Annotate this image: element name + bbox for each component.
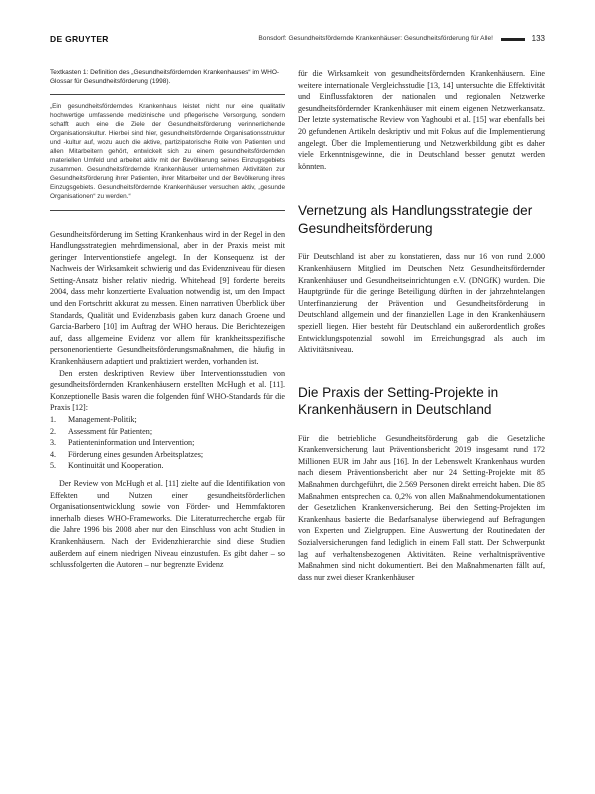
paragraph: für die Wirksamkeit von gesundheitsfördernden Krankenhäusern. Eine weitere internationale Vergleichsstudie [13, 14] untersuchte die Effektivität und Einflussfaktoren der nationalen und regionalen Netzwerke gesundheitsfördernder Krankenhäuser mit einem eigenen Netzwerkansatz. Der letzte systematische Review von Yaghoubi et al. [15] war ebenfalls bei 20 gefundenen Artikeln deskriptiv und mit Fokus auf die Implementierung angelegt. Über die Implementierung und Netzwerkbildung gibt es daher viele Erkenntnisgewinne, die in Deutschland besser genutzt werden könnten.: [298, 69, 545, 171]
textbox-caption: Textkasten 1: Definition des „Gesundheitsfördernden Krankenhauses“ im WHO-Glossar für Gesundheitsförderung (1998).: [50, 69, 280, 85]
list-item: 1. Management-Politik;: [50, 415, 137, 425]
list-item: 4. Förderung eines gesunden Arbeitsplatzes;: [50, 449, 204, 459]
definition-textbox: [50, 94, 285, 211]
paragraph: Für Deutschland ist aber zu konstatieren, dass nur 16 von rund 2.000 Krankenhäusern Mitglied im Deutschen Netz Gesundheitsfördernder Krankenhäuser und Gesundheitseinrichtungen e.V. (DNGfK) wurden. Die Hauptgründe für die geringe Beteiligung dürften in der jahrzehntelangen Unterfinanzierung der Prävention und Gesundheitsförderung in Deutschland allgemein und der finanziellen Lage in den Krankenhäusern speziell liegen. Hier besteht für Deutschland ein außerordentlich großes Entwicklungspotenzial sowohl im Erreichungsgrad als auch im Aktivitätsniveau.: [298, 252, 545, 355]
list-item: 5. Kontinuität und Kooperation.: [50, 461, 164, 471]
right-column: [298, 68, 545, 583]
publisher-logo: DE GRUYTER: [50, 34, 109, 44]
section-heading: Vernetzung als Handlungsstrategie der Gesundheitsförderung: [298, 203, 533, 236]
who-standards-list: [50, 414, 285, 472]
definition-quote: „Ein gesundheitsförderndes Krankenhaus leistet nicht nur eine qualitativ hochwertige umfassende medizinische und pflegerische Versorgung, sondern schafft auch eine die Ziele der Gesundheitsförderung verinnerlichende Organisationskultur. Hierbei sind hier, gesundheitsfördernde Organisationsstruktur und -kultur auf, wozu auch die aktive, partizipatorische Rolle von Patienten und allen Mitarbeitern gehört, entwickelt sich zu einem gesundheitsfördernden materiellen Umfeld und arbeitet aktiv mit der Bevölkerung seines Einzugsgebiets zusammen. Gesundheitsfördernde Krankenhäuser unternehmen Aktivitäten zur Gesundheitsförderung ihrer Patienten, ihrer Mitarbeiter und der Bevölkerung ihres Einzugsgebiets. Gesundheitsfördernde Krankenhäuser versuchen aktiv, „gesunde Organisationen“ zu werden.“: [50, 103, 285, 201]
list-item: 2. Assessment für Patienten;: [50, 426, 153, 436]
section-heading: Die Praxis der Setting-Projekte in Krankenhäusern in Deutschland: [298, 384, 499, 418]
left-column: [50, 68, 285, 571]
running-title: Bonsdorf: Gesundheitsfördernde Krankenhäuser: Gesundheitsförderung für Alle!: [258, 35, 493, 42]
header-rule: [501, 38, 525, 41]
paragraph: Den ersten deskriptiven Review über Interventionsstudien von gesundheitsfördernden Krankenhäusern erstellten McHugh et al. [11]. Konzeptionelle Basis waren die folgenden fünf WHO-Standards für die Praxis [12]:: [50, 368, 285, 413]
running-header: [50, 32, 545, 46]
paragraph: Der Review von McHugh et al. [11] zielte auf die Identifikation von Effekten und Nutzen einer gesundheitsförderlichen Organisationsentwicklung sowie von Förder- und Hemmfaktoren innerhalb dieses WHO-Frameworks. Die Literaturrecherche ergab für die Jahre 1996 bis 2008 aber nur den Einschluss von acht Studien in Krankenhäusern. Nach der Evidenzhierarchie sind diese Studien außerdem auf einem niedrigen Niveau einzustufen. Es gibt daher – so schlussfolgerten die Autoren – nur begrenzte Evidenz: [50, 478, 285, 570]
paragraph: Für die betriebliche Gesundheitsförderung gab die Gesetzliche Krankenversicherung laut Präventionsbericht 2019 insgesamt rund 172 Millionen EUR im Jahr aus [16]. In der Lebenswelt Krankenhaus wurden nach diesem Präventionsbericht aber nur 24 Setting-Projekte mit 85 Maßnahmen durchgeführt, die 2.569 Personen direkt erreicht haben. Die 85 Maßnahmen entsprechen ca. 0,2% von allen Maßnahmendokumentationen der Gesetzlichen Krankenversicherung. Bei den Setting-Projekten im Krankenhaus basierte die Bedarfsanalyse überwiegend auf Befragungen von Experten und Zielgruppen. Eine Auswertung der Routinedaten der Sozialversicherungen fand lediglich in einem Fall statt. Der Schwerpunkt lag auf verhaltensbezogenen Aktivitäten. Reine verhaltnispräventive Maßnahmen sind nicht dokumentiert. Bei den Maßnahmenarten fällt auf, dass nur zwei dieser Krankenhäuser: [298, 433, 545, 582]
paragraph: Gesundheitsförderung im Setting Krankenhaus wird in der Regel in den Handlungsstrategien mehrdimensional, aber in der Praxis meist mit geringer Interventionstiefe angelegt. In der Konsequenz ist der Nachweis der Wirksamkeit schwierig und das Evidenzniveau für diesen Setting-Ansatz bisher relativ niedrig. Whitehead [9] forderte bereits 2004, dass mehr konzertierte Evaluation notwendig ist, um den Impact und den Fortschritt akkurat zu messen. Einen narrativen Überblick über Standards, Qualität und Evidenzbasis gaben kurz danach Groene und Garcia-Barbero [10] im Auftrag der WHO heraus. Die Berichtezeigen auf, dass allgemeine Evidenz vor allem für krankheitsspezifische personenorientierte Gesundheitsförderungsmaßnahmen, die häufig in Krankenhäusern adaptiert und praktiziert werden, vorhanden ist.: [50, 229, 285, 367]
list-item: 3. Patienteninformation und Intervention;: [50, 438, 195, 448]
page-number: 133: [531, 34, 545, 43]
